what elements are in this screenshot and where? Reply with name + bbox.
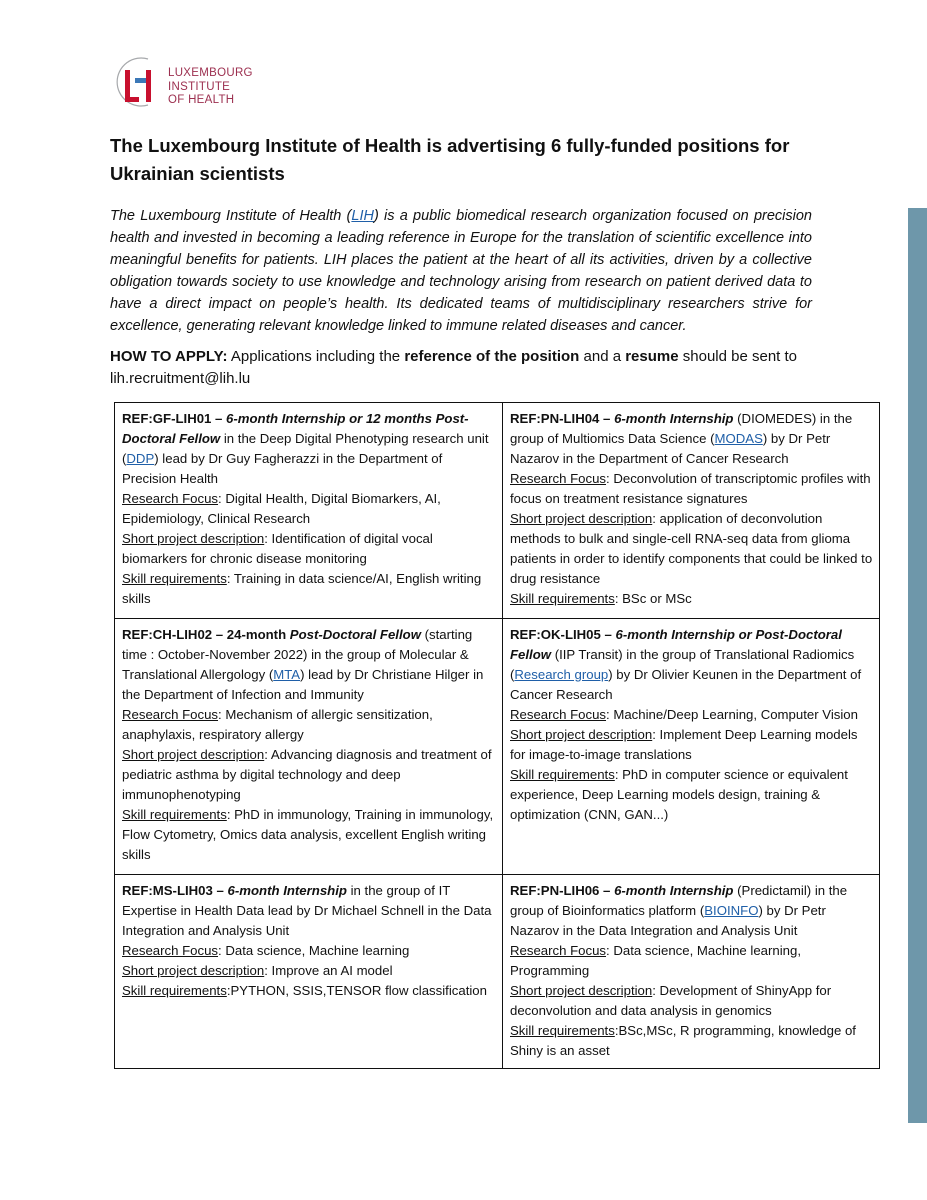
position-type: 6-month Internship (227, 883, 347, 898)
research-focus-value: : Mechanism of allergic sensitization, anaphylaxis, respiratory allergy (122, 707, 433, 742)
intro-text-1: The Luxembourg Institute of Health ( (110, 208, 352, 224)
project-description-value: : Development of ShinyApp for deconvolution and data analysis in genomics (510, 983, 832, 1018)
research-focus-value: : Data science, Machine learning, Programming (510, 943, 802, 978)
logo-line-1: LUXEMBOURG (168, 67, 253, 79)
project-description-label: Short project description (122, 963, 265, 978)
research-focus-value: : Machine/Deep Learning, Computer Vision (606, 707, 858, 722)
apply-text-2: and a (579, 348, 626, 365)
position-desc: ) by Dr Petr Nazarov in the Data Integration and Analysis Unit (510, 903, 826, 938)
position-desc: (IIP Transit) in the group of Translational Radiomics ( (510, 647, 855, 682)
position-desc: (starting time : October-November 2022) in the group of Molecular & Translational Allergology ( (122, 627, 473, 682)
research-focus (510, 469, 873, 509)
position-desc: ) lead by Dr Guy Fagherazzi in the Department of Precision Health (122, 451, 443, 486)
position-heading (510, 409, 873, 469)
apply-text-3: should be sent to lih.recruitment@lih.lu (110, 348, 798, 387)
skill-requirements-value: : BSc or MSc (614, 591, 692, 606)
position-ref: REF:OK-LIH05 – (510, 627, 616, 642)
project-description-value: : Advancing diagnosis and treatment of pediatric asthma by digital technology and deep immunophenotyping (122, 747, 492, 802)
research-focus-label: Research Focus (122, 491, 219, 506)
lih-logo-mark (108, 54, 164, 110)
skill-requirements-value: : PhD in immunology, Training in immunology, Flow Cytometry, Omics data analysis, excellent English writing skills (122, 807, 494, 862)
how-to-apply (110, 346, 830, 390)
position-type: 6-month Internship (614, 411, 734, 426)
logo-line-3: OF HEALTH (168, 94, 235, 106)
logo-wordmark (168, 67, 253, 108)
apply-bold-resume: resume (625, 348, 679, 365)
research-focus (122, 705, 496, 745)
apply-text-1: Applications including the (227, 348, 405, 365)
research-focus-label: Research Focus (122, 943, 219, 958)
position-heading (122, 625, 496, 705)
research-focus (122, 941, 496, 961)
skill-requirements (510, 765, 873, 825)
modas-link[interactable]: MODAS (714, 431, 763, 446)
project-description-label: Short project description (510, 983, 653, 998)
project-description (122, 961, 496, 981)
lih-link[interactable]: LIH (351, 208, 374, 224)
project-description-value: : Improve an AI model (264, 963, 393, 978)
position-cell-ok-lih05 (503, 619, 880, 875)
logo-line-2: INSTITUTE (168, 80, 231, 93)
project-description-label: Short project description (510, 727, 653, 742)
research-focus-value: : Digital Health, Digital Biomarkers, AI, Epidemiology, Clinical Research (122, 491, 441, 526)
intro-text-2: ) is a public biomedical research organization focused on precision health and invested in becoming a leading reference in Europe for the translation of scientific excellence into meaningful benefits for patients. LIH places the patient at the heart of all its activities, driven by a collective obligation towards society to use knowledge and technology arising from research on patient derived data to have a direct impact on people’s health. Its dedicated teams of multidisciplinary researchers strive for excellence, generating relevant knowledge linked to immune related diseases and cancer. (110, 208, 812, 334)
position-cell-pn-lih06 (503, 875, 880, 1069)
research-focus (510, 705, 873, 725)
apply-label: HOW TO APPLY: (110, 348, 228, 365)
position-desc: in the Deep Digital Phenotyping research unit ( (122, 431, 489, 466)
skill-requirements-value: : PhD in computer science or equivalent experience, Deep Learning models design, training & optimization (CNN, GAN...) (510, 767, 848, 822)
position-type: Post-Doctoral Fellow (289, 627, 421, 642)
position-desc: ) lead by Dr Christiane Hilger in the Department of Infection and Immunity (122, 667, 484, 702)
skill-requirements-label: Skill requirements (510, 767, 615, 782)
research-focus-label: Research Focus (510, 707, 607, 722)
position-heading (122, 881, 496, 941)
position-cell-ms-lih03 (115, 875, 503, 1069)
skill-requirements-value: : Training in data science/AI, English writing skills (122, 571, 482, 606)
skill-requirements (122, 981, 496, 1001)
skill-requirements (510, 1021, 873, 1061)
skill-requirements-label: Skill requirements (122, 571, 227, 586)
project-description (510, 725, 873, 765)
research-focus-value: : Data science, Machine learning (218, 943, 410, 958)
skill-requirements-label: Skill requirements (122, 807, 227, 822)
research-focus (122, 489, 496, 529)
position-desc: ) by Dr Olivier Keunen in the Department of Cancer Research (510, 667, 862, 702)
position-ref: REF:CH-LIH02 – 24-month (122, 627, 290, 642)
lih-logo (108, 54, 308, 110)
project-description-label: Short project description (122, 747, 265, 762)
project-description (122, 745, 496, 805)
apply-bold-reference: reference of the position (404, 348, 580, 365)
position-heading (510, 881, 873, 941)
position-desc: (DIOMEDES) in the group of Multiomics Data Science ( (510, 411, 853, 446)
project-description-value: : application of deconvolution methods to bulk and single-cell RNA-seq data from glioma patients in order to identify components that could be linked to drug resistance (510, 511, 873, 586)
project-description (122, 529, 496, 569)
skill-requirements-label: Skill requirements (510, 591, 615, 606)
position-type: 6-month Internship (614, 883, 734, 898)
skill-requirements (122, 805, 496, 865)
position-type: 6-month Internship or Post-Doctoral Fellow (510, 627, 842, 662)
position-ref: REF:GF-LIH01 – (122, 411, 227, 426)
position-ref: REF:PN-LIH04 – (510, 411, 615, 426)
research-group-link[interactable]: Research group (514, 667, 609, 682)
side-accent-bar (908, 208, 927, 1123)
skill-requirements-label: Skill requirements (510, 1023, 615, 1038)
position-heading (510, 625, 873, 705)
skill-requirements-value: :BSc,MSc, R programming, knowledge of Shiny is an asset (510, 1023, 856, 1058)
position-cell-pn-lih04 (503, 403, 880, 619)
project-description (510, 509, 873, 589)
position-type: 6-month Internship or 12 months Post-Doctoral Fellow (122, 411, 469, 446)
research-focus-label: Research Focus (510, 471, 607, 486)
intro-paragraph (110, 205, 812, 337)
project-description-value: : Identification of digital vocal biomarkers for chronic disease monitoring (122, 531, 433, 566)
research-focus (510, 941, 873, 981)
project-description-label: Short project description (122, 531, 265, 546)
position-desc: ) by Dr Petr Nazarov in the Department of Cancer Research (510, 431, 831, 466)
project-description (510, 981, 873, 1021)
position-cell-gf-lih01 (115, 403, 503, 619)
project-description-label: Short project description (510, 511, 653, 526)
research-focus-label: Research Focus (510, 943, 607, 958)
skill-requirements (510, 589, 873, 609)
position-heading (122, 409, 496, 489)
position-ref: REF:MS-LIH03 – (122, 883, 228, 898)
research-focus-value: : Deconvolution of transcriptomic profiles with focus on treatment resistance signatures (510, 471, 871, 506)
position-ref: REF:PN-LIH06 – (510, 883, 615, 898)
project-description-value: : Implement Deep Learning models for image-to-image translations (510, 727, 858, 762)
bioinfo-link[interactable]: BIOINFO (704, 903, 759, 918)
mta-link[interactable]: MTA (273, 667, 301, 682)
skill-requirements-label: Skill requirements (122, 983, 227, 998)
ddp-link[interactable]: DDP (126, 451, 155, 466)
positions-table (114, 402, 880, 1069)
position-desc: in the group of IT Expertise in Health Data lead by Dr Michael Schnell in the Data Integration and Analysis Unit (122, 883, 492, 938)
research-focus-label: Research Focus (122, 707, 219, 722)
position-desc: (Predictamil) in the group of Bioinformatics platform ( (510, 883, 848, 918)
skill-requirements (122, 569, 496, 609)
page-title: The Luxembourg Institute of Health is advertising 6 fully-funded positions for Ukrainian scientists (110, 135, 790, 184)
position-cell-ch-lih02 (115, 619, 503, 875)
skill-requirements-value: :PYTHON, SSIS,TENSOR flow classification (226, 983, 487, 998)
